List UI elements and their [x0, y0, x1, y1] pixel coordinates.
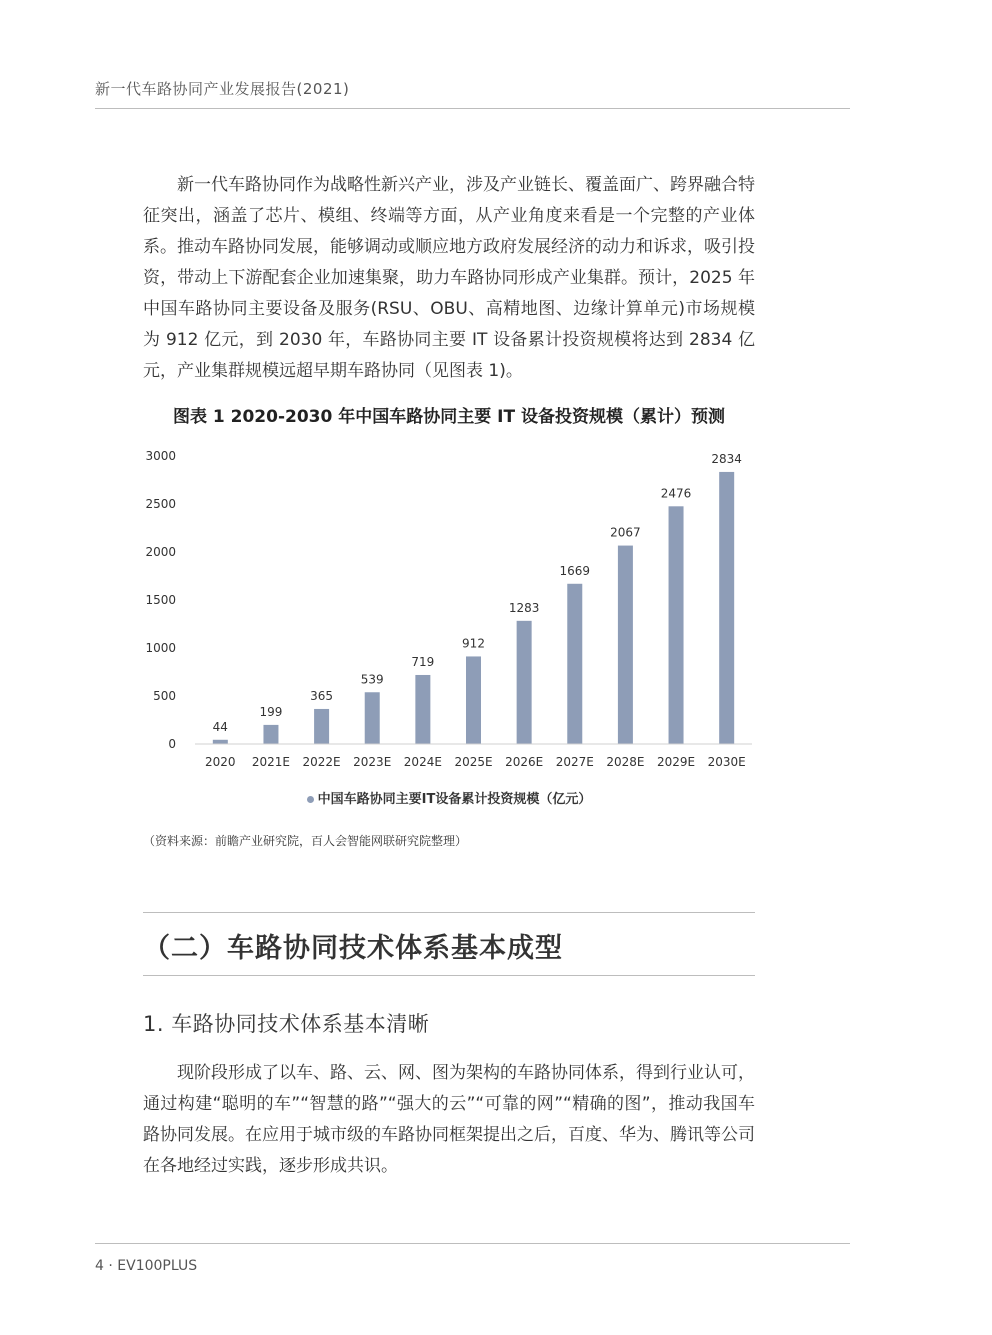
bar — [365, 692, 380, 744]
data-label: 1669 — [559, 563, 591, 578]
data-label: 912 — [462, 636, 485, 651]
bar — [567, 584, 582, 744]
y-tick-label: 500 — [153, 689, 176, 703]
x-tick-label: 2028E — [606, 755, 645, 769]
running-header: 新一代车路协同产业发展报告(2021) — [95, 80, 350, 98]
data-label: 365 — [310, 688, 334, 703]
figure-title: 图表 1 2020-2030 年中国车路协同主要 IT 设备投资规模（累计）预测 — [172, 407, 726, 427]
section-rule-bottom — [143, 975, 755, 976]
footer-separator: · — [108, 1258, 113, 1274]
y-tick-label: 3000 — [145, 449, 176, 463]
x-tick-label: 2022E — [302, 755, 341, 769]
x-tick-label: 2025E — [454, 755, 493, 769]
legend-swatch — [307, 796, 314, 803]
y-tick-label: 2000 — [145, 545, 176, 559]
subsection-title: 1. 车路协同技术体系基本清晰 — [143, 1012, 430, 1036]
data-label: 1283 — [508, 600, 540, 615]
data-label: 539 — [360, 672, 384, 687]
page-number: 4 — [95, 1258, 104, 1274]
bar — [213, 740, 228, 744]
x-tick-label: 2029E — [656, 755, 696, 769]
data-label: 719 — [411, 654, 435, 669]
header-rule — [95, 108, 850, 109]
bar — [415, 675, 430, 744]
x-tick-label: 2030E — [707, 755, 746, 769]
bar-chart — [140, 440, 765, 780]
intro-paragraph: 新一代车路协同作为战略性新兴产业，涉及产业链长、覆盖面广、跨界融合特征突出，涵盖了芯片、模组、终端等方面，从产业角度来看是一个完整的产业体系。推动车路协同发展，能够调动或顺应地方政府发展经济的动力和诉求，吸引投资，带动上下游配套企业加速集聚，助力车路协同形成产业集群。预计，2025 年中国车路协同主要设备及服务(RSU、OBU、高精地图、边缘计算单元)市场规模为 912 亿元，到 2030 年，车路协同主要 IT 设备累计投资规模将达到 2834 亿元，产业集群规模远超早期车路协同（见图表 1)。 — [143, 175, 755, 381]
data-label: 2834 — [711, 451, 742, 466]
x-tick-label: 2026E — [505, 755, 544, 769]
figure-source: （资料来源：前瞻产业研究院，百人会智能网联研究院整理） — [143, 834, 468, 848]
section-rule-top — [143, 912, 755, 913]
y-tick-label: 1500 — [145, 593, 176, 607]
bar — [314, 709, 329, 744]
bar — [517, 621, 532, 744]
data-label: 2067 — [610, 525, 641, 540]
footer — [95, 1258, 197, 1274]
y-axis — [145, 449, 176, 751]
section-title: （二）车路协同技术体系基本成型 — [143, 933, 563, 964]
footer-rule — [95, 1243, 850, 1244]
bar — [719, 472, 734, 744]
bar — [263, 725, 278, 744]
x-tick-label: 2024E — [403, 755, 442, 769]
data-label: 199 — [259, 704, 283, 719]
legend-label: 中国车路协同主要IT设备累计投资规模（亿元） — [317, 792, 592, 807]
x-tick-label: 2021E — [251, 755, 291, 769]
bar-series — [213, 452, 742, 744]
data-label: 44 — [212, 719, 228, 734]
x-axis — [195, 744, 752, 769]
chart-legend — [143, 788, 755, 807]
footer-brand: EV100PLUS — [117, 1258, 198, 1274]
y-tick-label: 0 — [168, 737, 176, 751]
x-tick-label: 2023E — [353, 755, 392, 769]
x-tick-label: 2020 — [205, 755, 236, 769]
x-tick-label: 2027E — [555, 755, 594, 769]
y-tick-label: 2500 — [145, 497, 176, 511]
y-tick-label: 1000 — [145, 641, 176, 655]
data-label: 2476 — [660, 486, 692, 501]
bar — [669, 506, 684, 744]
bar — [466, 656, 481, 744]
body-paragraph: 现阶段形成了以车、路、云、网、图为架构的车路协同体系，得到行业认可，通过构建“聪明的车”“智慧的路”“强大的云”“可靠的网”“精确的图”，推动我国车路协同发展。在应用于城市级的车路协同框架提出之后，百度、华为、腾讯等公司在各地经过实践，逐步形成共识。 — [143, 1063, 755, 1176]
bar — [618, 546, 633, 744]
